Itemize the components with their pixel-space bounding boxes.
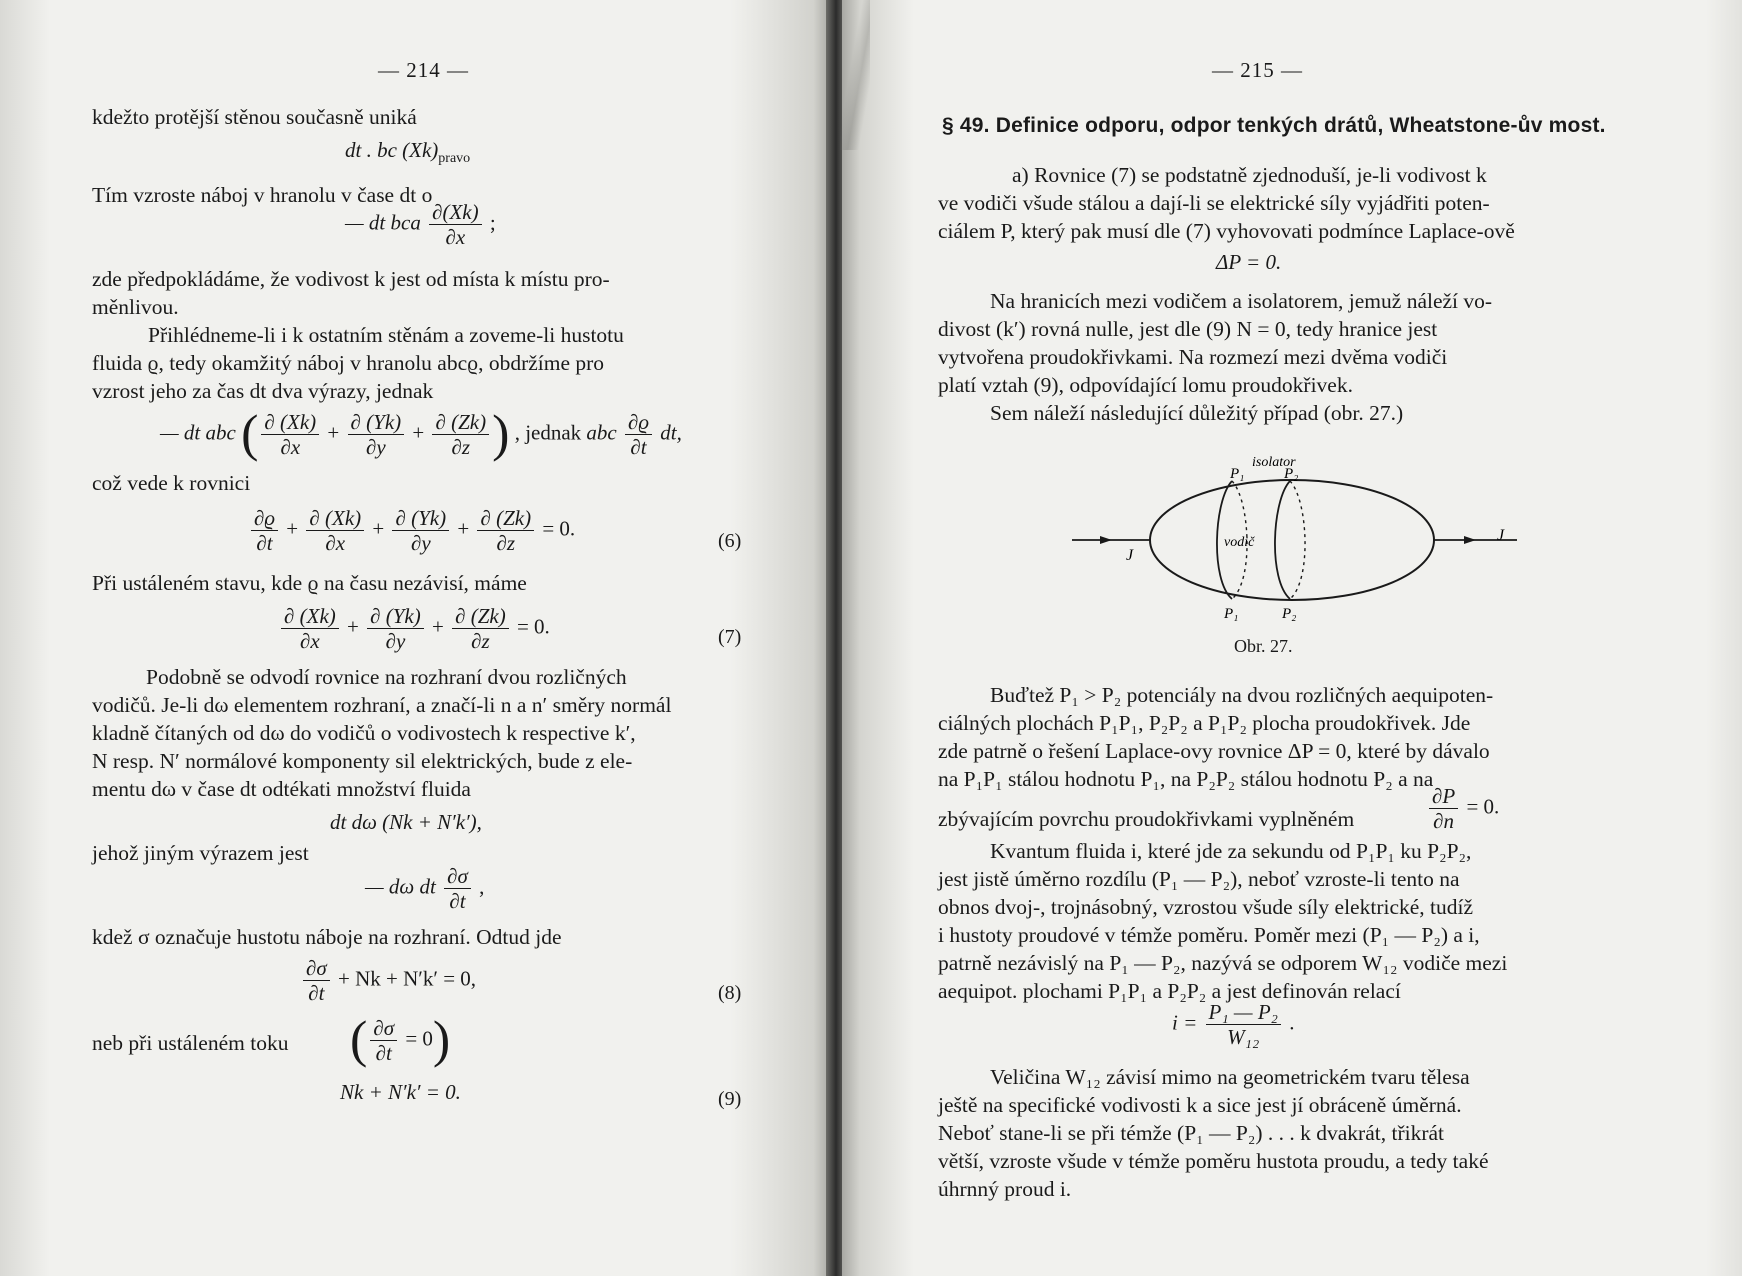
text-line: Na hranicích mezi vodičem a isolatorem, jemuž náleží vo- (990, 289, 1493, 313)
figure-caption: Obr. 27. (1234, 636, 1293, 656)
text-line: Přihlédneme-li i k ostatním stěnám a zoveme-li hustotu (148, 323, 624, 347)
text-line: zbývajícím povrchu proudokřivkami vyplněném (938, 807, 1355, 831)
label-p2-bottom: P₂ (1282, 606, 1297, 622)
text-line: na P₁P₁ stálou hodnotu P₁, na P₂P₂ stálou hodnotu P₂ a na (938, 767, 1434, 791)
surface-p2-solid (1275, 481, 1290, 599)
text-line: i hustoty proudové v témže poměru. Poměr mezi (P₁ — P₂) a i, (938, 923, 1480, 947)
text-line: Veličina W₁₂ závisí mimo na geometrickém tvaru tělesa (990, 1065, 1470, 1089)
text-line: Neboť stane-li se při témže (P₁ — P₂) . . . k dvakrát, třikrát (938, 1121, 1445, 1145)
equation-7: $\frac{\partial (Xk)}{\partial x}$ + $\frac{\partial (Yk)}{\partial y}$ + $\frac{\partial (Zk)}{\partial z}$ = 0. (278, 604, 550, 653)
text-line: mentu dω v čase dt odtékati množství fluida (92, 777, 471, 801)
text-line: obnos dvoj-, trojnásobný, vzrostou všude síly elektrické, tudíž (938, 895, 1474, 919)
equation-number: (6) (718, 530, 742, 552)
text-line: úhrnný proud i. (938, 1177, 1072, 1201)
text-line: ještě na specifické vodivosti k a sice jest jí obráceně úměrná. (938, 1093, 1462, 1117)
text-line: kdežto protější stěnou současně uniká (92, 105, 417, 129)
text-line: patrně nezávislý na P₁ — P₂, nazývá se odporem W₁₂ vodiče mezi (938, 951, 1508, 975)
section-heading: § 49. Definice odporu, odpor tenkých drátů, Wheatstone-ův most. (942, 114, 1606, 137)
text-line: vzrost jeho za čas dt dva výrazy, jednak (92, 379, 434, 403)
text-line: zde patrně o řešení Laplace-ovy rovnice ΔP = 0, které by dávalo (938, 739, 1490, 763)
equation-laplace: ΔP = 0. (1216, 250, 1282, 274)
label-j-left: J (1126, 547, 1134, 564)
text-line: zde předpokládáme, že vodivost k jest od místa k místu pro- (92, 267, 610, 291)
equation-boundary: $\frac{\partial P}{\partial n}$ = 0. (1426, 784, 1499, 833)
equation-9: Nk + N′k′ = 0. (340, 1080, 461, 1104)
text-line: N resp. N′ normálové komponenty sil elektrických, bude z ele- (92, 749, 633, 773)
text-line: Tím vzroste náboj v hranolu v čase dt o (92, 183, 433, 207)
right-page (842, 0, 1742, 1276)
figure-27 (1072, 440, 1522, 640)
equation-number: (7) (718, 626, 742, 648)
text-line: kladně čítaných od dω do vodičů o vodivostech k respective k′, (92, 721, 636, 745)
conductor-ellipse (1150, 480, 1434, 600)
text-line: měnlivou. (92, 295, 179, 319)
text-line: platí vztah (9), odpovídající lomu proudokřivek. (938, 373, 1353, 397)
equation-6: $\frac{\partial ϱ}{\partial t}$ + $\frac{\partial (Xk)}{\partial x}$ + $\frac{\partial (Yk)}{\partial y}$ + $\frac{\partial (Zk)}{\partial z}$ = 0. (248, 506, 575, 555)
label-j-right: J (1497, 527, 1505, 544)
text-line: a) Rovnice (7) se podstatně zjednoduší, je-li vodivost k (1012, 163, 1487, 187)
label-p2-top: P₂ (1284, 466, 1299, 482)
text-line: ciálem P, který pak musí dle (7) vyhovovati podmínce Laplace-ově (938, 219, 1515, 243)
text-line: vytvořena proudokřivkami. Na rozmezí mezi dvěma vodiči (938, 345, 1448, 369)
text-line: vodičů. Je-li dω elementem rozhraní, a značí-li n a n′ směry normál (92, 693, 672, 717)
text-line: divost (k′) rovná nulle, jest dle (9) N = 0, tedy hranice jest (938, 317, 1438, 341)
equation-number: (8) (718, 982, 742, 1004)
text-line: ciálných plochách P₁P₁, P₂P₂ a P₁P₂ plocha proudokřivek. Jde (938, 711, 1471, 735)
page-number-left: — 214 — (378, 58, 469, 82)
text-line: Při ustáleném stavu, kde ϱ na času nezávisí, máme (92, 571, 527, 595)
equation: — dt bca $\frac{\partial(Xk)}{\partial x}$ ; (345, 200, 496, 249)
left-page (0, 0, 830, 1276)
text-line: jest jistě úměrno rozdílu (P₁ — P₂), neboť vzroste-li tento na (938, 867, 1460, 891)
text-line: fluida ϱ, tedy okamžitý náboj v hranolu abcϱ, obdržíme pro (92, 351, 605, 375)
surface-p2-dashed (1290, 481, 1305, 599)
equation: — dω dt $\frac{\partial\sigma}{\partial t}$ , (365, 864, 485, 913)
text-line: ve vodiči všude stálou a dají-li se elektrické síly vyjádřiti poten- (938, 191, 1490, 215)
equation: ( $\frac{\partial\sigma}{\partial t}$ = 0) (350, 1011, 451, 1069)
page-number-right: — 215 — (1212, 58, 1303, 82)
text-line: kdež σ označuje hustotu náboje na rozhraní. Odtud jde (92, 925, 562, 949)
label-isolator: isolator (1252, 455, 1296, 470)
text-line: aequipot. plochami P₁P₁ a P₂P₂ a jest definován relací (938, 979, 1401, 1003)
text-line: Podobně se odvodí rovnice na rozhraní dvou rozličných (146, 665, 627, 689)
label-p1-bottom: P₁ (1224, 606, 1239, 622)
text-line: Sem náleží následující důležitý případ (obr. 27.) (990, 401, 1404, 425)
arrow-right-icon (1464, 536, 1476, 544)
label-p1-top: P₁ (1230, 466, 1245, 482)
page-fold-shadow (840, 0, 870, 150)
text-line: což vede k rovnici (92, 471, 251, 495)
equation: dt . bc $(Xk)_{pravo}$ (345, 138, 471, 167)
equation-number: (9) (718, 1088, 742, 1110)
text-line: neb při ustáleném toku (92, 1031, 289, 1055)
equation-8: $\frac{\partial\sigma}{\partial t}$ + Nk + N′k′ = 0, (300, 956, 476, 1005)
equation: — dt abc ( $\frac{\partial (Xk)}{\partial x}$ + $\frac{\partial (Yk)}{\partial y}$ + $\frac{\partial (Zk)}{\partial z}$ ) , jednak abc $\frac{\partial ϱ}{\partial t}$ dt, (160, 405, 682, 463)
text-line: Kvantum fluida i, které jde za sekundu od P₁P₁ ku P₂P₂, (990, 839, 1472, 863)
text-line: jehož jiným výrazem jest (92, 841, 309, 865)
equation-ohm: i = $\frac{\text{P₁ — P₂}}{\text{W₁₂}}$ . (1172, 1000, 1295, 1049)
text-line: větší, vzroste všude v témže poměru hustota proudu, a tedy také (938, 1149, 1489, 1173)
label-vodic: vodič (1224, 535, 1255, 550)
equation: dt dω (Nk + N′k′), (330, 810, 482, 834)
text-line: Buďtež P₁ > P₂ potenciály na dvou rozličných aequipoten- (990, 683, 1494, 707)
arrow-left-icon (1100, 536, 1112, 544)
